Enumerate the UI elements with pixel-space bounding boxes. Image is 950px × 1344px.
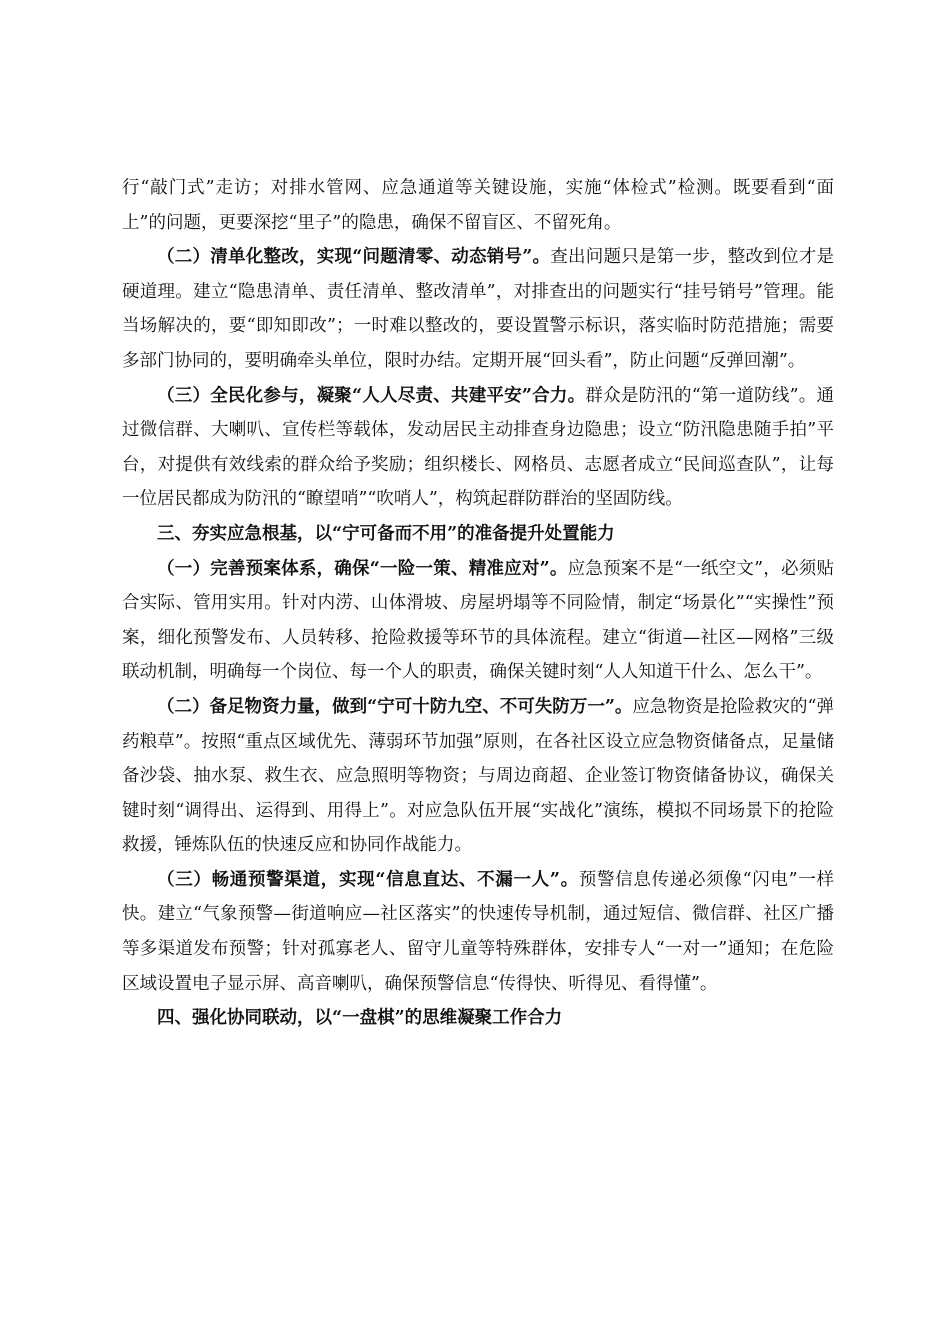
paragraph-public-participation xyxy=(122,379,834,517)
paragraph-continuation xyxy=(122,171,834,240)
paragraph-contingency-plans xyxy=(122,552,834,690)
paragraph-lead: （二）清单化整改，实现“问题清零、动态销号”。 xyxy=(157,247,551,268)
paragraph-warning-channels xyxy=(122,863,834,1001)
paragraph-body: 应急预案不是“一纸空文”，必须贴合实际、管用实用。针对内涝、山体滑坡、房屋坍塌等不同险情，制定“场景化”“实操性”预案，细化预警发布、人员转移、抢险救援等环节的具体流程。建立“街道—社区—网格”三级联动机制，明确每一个岗位、每一个人的职责，确保关键时刻“人人知道干什么、怎么干”。 xyxy=(122,558,834,683)
paragraph-lead: （一）完善预案体系，确保“一险一策、精准应对”。 xyxy=(157,558,568,579)
paragraph-body: 应急物资是抢险救灾的“弹药粮草”。按照“重点区域优先、薄弱环节加强”原则，在各社区设立应急物资储备点，足量储备沙袋、抽水泵、救生衣、应急照明等物资；与周边商超、企业签订物资储备协议，确保关键时刻“调得出、运得到、用得上”。对应急队伍开展“实战化”演练，模拟不同场景下的抢险救援，锤炼队伍的快速反应和协同作战能力。 xyxy=(122,696,834,856)
paragraph-body: 查出问题只是第一步，整改到位才是硬道理。建立“隐患清单、责任清单、整改清单”，对排查出的问题实行“挂号销号”管理。能当场解决的，要“即知即改”；一时难以整改的，要设置警示标识，落实临时防范措施；需要多部门协同的，要明确牵头单位，限时办结。定期开展“回头看”，防止问题“反弹回潮”。 xyxy=(122,247,834,371)
paragraph-body: 群众是防汛的“第一道防线”。通过微信群、大喇叭、宣传栏等载体，发动居民主动排查身边隐患；设立“防汛隐患随手拍”平台，对提供有效线索的群众给予奖励；组织楼长、网格员、志愿者成立“民间巡查队”，让每一位居民都成为防汛的“瞭望哨”“吹哨人”，构筑起群防群治的坚固防线。 xyxy=(122,385,834,510)
section-heading-3: 三、夯实应急根基，以“宁可备而不用”的准备提升处置能力 xyxy=(157,523,615,544)
paragraph-body: 行“敲门式”走访；对排水管网、应急通道等关键设施，实施“体检式”检测。既要看到“面上”的问题，更要深挖“里子”的隐患，确保不留盲区、不留死角。 xyxy=(122,178,834,233)
document-body xyxy=(122,171,834,1036)
paragraph-checklist-rectification xyxy=(122,240,834,378)
paragraph-body: 预警信息传递必须像“闪电”一样快。建立“气象预警—街道响应—社区落实”的快速传导机制，通过短信、微信群、社区广播等多渠道发布预警；针对孤寡老人、留守儿童等特殊群体，安排专人“一对一”通知；在危险区域设置电子显示屏、高音喇叭，确保预警信息“传得快、听得见、看得懂”。 xyxy=(122,869,834,994)
paragraph-lead: （三）畅通预警渠道，实现“信息直达、不漏一人”。 xyxy=(157,869,579,890)
section-heading-4: 四、强化协同联动，以“一盘棋”的思维凝聚工作合力 xyxy=(157,1008,563,1029)
paragraph-emergency-supplies xyxy=(122,690,834,863)
paragraph-lead: （二）备足物资力量，做到“宁可十防九空、不可失防万一”。 xyxy=(157,696,633,717)
paragraph-lead: （三）全民化参与，凝聚“人人尽责、共建平安”合力。 xyxy=(157,385,586,406)
